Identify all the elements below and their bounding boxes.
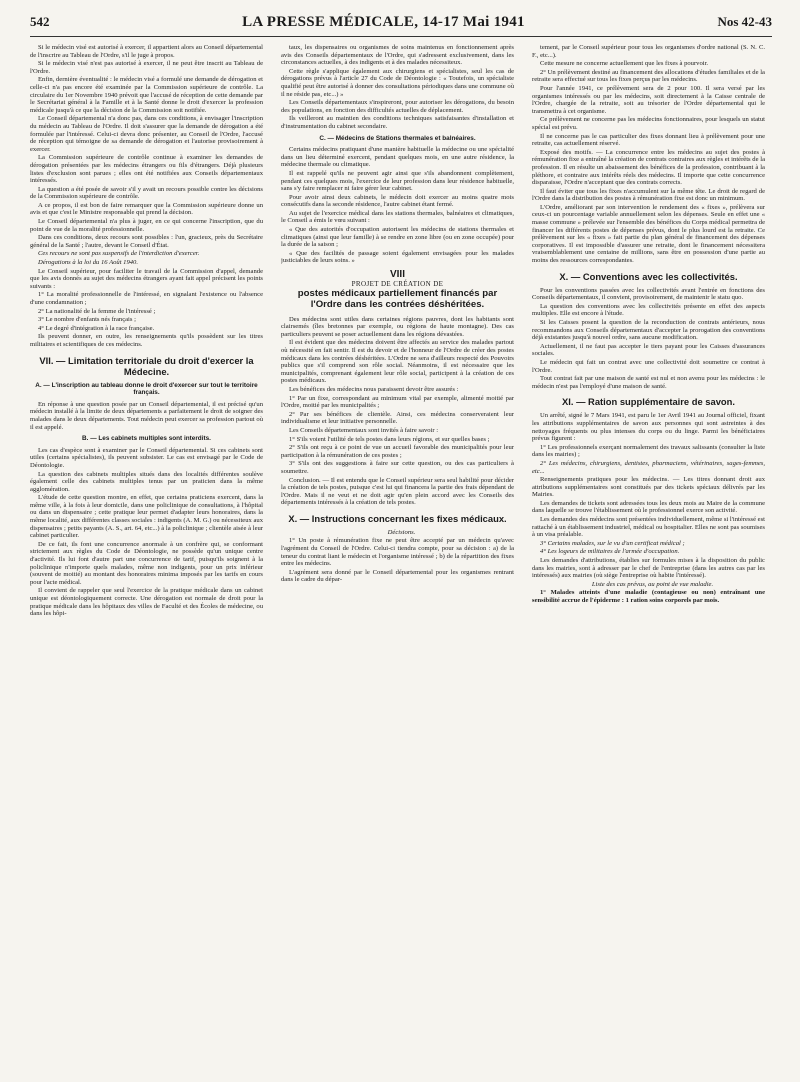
paragraph: Il ne concerne pas le cas particulier des fixes donnant lieu à prélèvement pour une retraite, cas actuellement réservé. <box>532 132 765 148</box>
paragraph: Au sujet de l'exercice médical dans les stations thermales, balnéaires et climatiques, le Conseil a émis le vœu suivant : <box>281 209 514 225</box>
list-item: 1° S'ils voient l'utilité de tels postes dans leurs régions, et sur quelles bases ; <box>289 435 490 443</box>
paragraph: 1° Un poste à rémunération fixe ne peut être accepté par un médecin qu'avec l'agrément du Conseil de l'Ordre. Celui-ci tiendra compte, pour sa décision : a) de la teneur du contrat liant le médecin et l'organisme intéressé ; b) de la répartition des fixes entre les médecins. <box>281 537 514 568</box>
paragraph: Les bénéfices des médecins nous paraissent devoir être assurés : <box>289 385 459 393</box>
section-heading-x: X. — Instructions concernant les fixes médicaux. <box>288 512 507 524</box>
paragraph: « Que des autorités d'occupation autorisent les médecins de stations thermales et climatiques (ainsi que leur famille) à se rendre en zone libre (ou en zone occupée) pour la durée de la saison ; <box>281 226 514 249</box>
list-heading: Liste des cas prévus, au point de vue maladie. <box>591 580 714 588</box>
paragraph: Cette mesure ne concerne actuellement que les fixes à pourvoir. <box>540 60 709 68</box>
paragraph: Exposé des motifs. — La concurrence entre les médecins au sujet des postes à rémunération fixe a entraîné la création de contrats contraires aux règles et intérêts de la profession. Il en résulte un abaissement des bénéfices de la profession, contribuant à la pléthore, et contraire aux intérêts réels des médecins. Il importe que cette concurrence disparaisse, l'Ordre n'acceptant que des contrats corrects. <box>532 148 765 187</box>
section-heading-viii: postes médicaux partiellement financés par l'Ordre dans les contrées déshéritées. <box>297 288 498 311</box>
paragraph: La Commission supérieure de contrôle continue à examiner les demandes de dérogation présentées par les médecins étrangers ou fils d'étrangers. Déjà plusieurs listes d'exclusion sont parues ; elles ont été notifiées aux Conseils départementaux intéressés. <box>30 154 263 185</box>
paragraph: Enfin, dernière éventualité : le médecin visé a formulé une demande de dérogation et celle-ci n'a pas encore été examinée par la Commission supérieure de contrôle. La circulaire du 1er Novembre 1940 prévoit que l'accusé de réception de cette demande par le Secrétariat général à la Famille et à la Santé donne le droit d'exercer la profession médicale jusqu'à ce que la décision de la Commission soit notifiée. <box>30 76 263 114</box>
paragraph: Cette règle s'applique également aux chirurgiens et spécialistes, seul les cas de dérogations prévus à l'article 27 du Code de Déontologie : « Toutefois, un spécialiste qualifié peut être autorisé à donner des consultations périodiques dans une commune où il ne réside pas, etc...) » <box>281 67 514 98</box>
journal-title: LA PRESSE MÉDICALE, 14-17 Mai 1941 <box>242 14 525 30</box>
list-item: 2° Par ses bénéfices de clientèle. Ainsi, ces médecins conserveraient leur individualisme et leur initiative personnelle. <box>281 410 514 426</box>
list-item: 3° Certains malades, sur le vu d'un certificat médical ; <box>540 539 685 547</box>
subsection-heading-a: A. — L'inscription au tableau donne le droit d'exercer sur tout le territoire français. <box>35 381 258 397</box>
paragraph: L'Ordre, améliorant par son intervention le rendement des « fixes », prélèvera sur ceux-ci un pourcentage variable annuellement selon les dépenses. Seule en effet une « masse commune » prélevée sur l'ensemble des bénéfices du Corps médical permettra de financer les différents postes de dépenses prévus, dont le plus lourd est la retraite. Ce prélèvement sur les « fixes » fait partie du plan général de financement des dépenses corporatives. Il est impossible d'assurer une retraite, dont le financement nécessitera vraisemblablement une centaine de millions, sans être en possession d'une partie au moins des ressources correspondantes. <box>532 203 765 265</box>
paragraph: Si les Caisses posent la question de la reconduction de contrats antérieurs, nous recommandons aux Conseils départementaux d'accepter la prorogation des conventions déjà existantes jusqu'à nouvel ordre, sans aucune modification. <box>532 319 765 342</box>
section-heading-vii: VII. — Limitation territoriale du droit d'exercer la Médecine. <box>39 354 254 377</box>
paragraph: La question a été posée de savoir s'il y avait un recours possible contre les décisions de la Commission supérieure de contrôle. <box>30 185 263 201</box>
list-item: 3° S'ils ont des suggestions à faire sur cette question, ou des cas particuliers à soumettre. <box>281 460 514 475</box>
paragraph: Si le médecin visé n'est pas autorisé à exercer, il ne peut être inscrit au Tableau de l'Ordre. <box>30 60 263 75</box>
paragraph: Dans ces conditions, deux recours sont possibles : l'un, gracieux, près du Secrétaire général de la Santé ; l'autre, devant le Conseil d'État. <box>30 234 263 249</box>
paragraph: La question des cabinets multiples situés dans des localités différentes soulève également celle des cabinets multiples tenus par un praticien dans la même agglomération. <box>30 470 263 493</box>
paragraph: Il convient de rappeler que seul l'exercice de la pratique médicale dans un cabinet unique est déontologiquement correcte. Une dérogation est normale de droit pour la pratique médicale dans les hôpitaux des villes de Faculté et des Écoles de médecine, ou dans les hôpi- <box>30 587 263 618</box>
section-heading-xi: XI. — Ration supplémentaire de savon. <box>562 396 735 408</box>
paragraph: Le Conseil supérieur, pour faciliter le travail de la Commission d'appel, demande que les avis donnés au sujet des médecins étrangers ayant fait appel précisent les points suivants : <box>30 267 263 290</box>
paragraph: Conclusion. — Il est entendu que le Conseil supérieur sera seul habilité pour décider la création de tels postes, puisque c'est lui qui financera la partie des frais dépendant de l'Ordre. Mais il ne veut et ne doit agir qu'en plein accord avec les Conseils des départements intéressés à la création de tels postes. <box>281 476 514 507</box>
paragraph: tement, par le Conseil supérieur pour tous les organismes d'ordre national (S. N. C. F., etc...). <box>532 44 765 59</box>
paragraph: Certains médecins pratiquant d'une manière habituelle la médecine ou une spécialité dans un lieu déterminé exercent, pendant quelques mois, en une autre résidence, la médecine thermale ou climatique. <box>281 146 514 169</box>
paragraph: Pour avoir ainsi deux cabinets, le médecin doit exercer au moins quatre mois consécutifs dans la seconde résidence, l'autre cabinet étant fermé. <box>281 193 514 209</box>
list-item: 1° La moralité professionnelle de l'intéressé, en signalant l'existence ou l'absence d'une condamnation ; <box>30 291 263 306</box>
column-middle <box>281 44 514 1074</box>
paragraph: Le médecin qui fait un contrat avec une collectivité doit soumettre ce contrat à l'Ordre. <box>532 358 765 374</box>
paragraph: Tout contrat fait par une maison de santé est nul et non avenu pour les médecins : le médecin n'est pas l'employé d'une maison de santé. <box>532 375 765 390</box>
list-item: 1° Les professionnels exerçant normalement des travaux salissants (consulter la liste dans les mairies) ; <box>532 443 765 459</box>
paragraph: En réponse à une question posée par un Conseil départemental, il est précisé qu'un médecin installé à la limite de deux départements a parfaitement le droit de soigner des malades dans le deux départements. Tout médecin peut exercer sa profession partout où il est appelé. <box>30 400 263 431</box>
paragraph: Les demandes des médecins sont présentées individuellement, même si l'intéressé est rattaché à un établissement industriel, médical ou hospitalier. Elles ne sont pas soumises à un visa préalable. <box>532 516 765 539</box>
section-heading-conventions: X. — Conventions avec les collectivités. <box>559 270 738 282</box>
paragraph: Il est rappelé qu'ils ne peuvent agir ainsi que s'ils abandonnent complètement, pendant ces quelques mois, l'exercice de leur profession dans leur résidence habituelle, sans s'y faire remplacer ni faire gérer leur cabinet. <box>281 169 514 193</box>
paragraph: Ils peuvent donner, en outre, les renseignements qu'ils possèdent sur les titres militaires et scientifiques de ces médecins. <box>30 333 263 348</box>
paragraph: Un arrêté, signé le 7 Mars 1941, est paru le 1er Avril 1941 au Journal officiel, fixant les attributions supplémentaires de savon aux personnes qui sont astreintes à des nettoyages fréquents ou plus intenses du corps ou du linge. Parmi les bénéficiaires prévus figurent : <box>532 412 765 443</box>
list-item: 4° Le degré d'intégration à la race française. <box>38 324 155 332</box>
paragraph: Pour l'année 1941, ce prélèvement sera de 2 pour 100. Il sera versé par les organismes intéressés ou par les médecins, soit directement à la Caisse centrale de l'Ordre, chargée de la retraite, soit au trésorier de l'Ordre départemental qui le transmettra à cet organisme. <box>532 84 765 115</box>
list-item: 3° Le nombre d'enfants nés français ; <box>38 316 136 324</box>
paragraph: Les Conseils départementaux s'inspireront, pour autoriser les dérogations, du besoin des populations, en fonction des difficultés actuelles de déplacement. <box>281 99 514 114</box>
paragraph: Le Conseil départemental n'a plus à juger, en ce qui concerne l'inscription, que du point de vue de la moralité professionnelle. <box>30 218 263 233</box>
paragraph: Les cas d'espèce sont à examiner par le Conseil départemental. Si ces cabinets sont utiles (certains spécialistes), ils peuvent subsister. Le cas est envisagé par le Code de Déontologie. <box>30 446 263 469</box>
paragraph: Renseignements pratiques pour les médecins. — Les titres donnant droit aux attributions supplémentaires sont constitués par des tickets spéciaux délivrés par les Mairies. <box>532 476 765 499</box>
section-subheading: Décisions. <box>387 528 416 536</box>
paragraph: Il faut éviter que tous les fixes n'accumulent sur la même tête. Le droit de regard de l'Ordre dans la distribution des postes à rémunération fixe est donc un minimum. <box>532 187 765 203</box>
paragraph: 2° Un prélèvement destiné au financement des allocations d'études familiales et de la retraite sera effectué sur tous les fixes perçus par les médecins. <box>532 68 765 84</box>
paragraph: L'étude de cette question montre, en effet, que certains praticiens exercent, dans la même ville, à la fois à leur domicile, dans une policlinique de consultations, à l'hôpital ou dans un dispensaire ; cette pratique leur permet d'adapter leurs honoraires, dans la même localité, aux différentes classes sociales : indigents (A. M. G.) ou nécessiteux aux dispensaires ; petits payants (A. S., art. 64, etc...) à la policlinique ; clientèle aisée à leur cabinet particulier. <box>30 494 263 540</box>
issue-numbers: Nos 42-43 <box>717 14 772 29</box>
paragraph: Ce prélèvement ne concerne pas les médecins fonctionnaires, pour lesquels un statut spécial est prévu. <box>532 116 765 131</box>
paragraph: Les demandes d'attributions, établies sur formules mises à la disposition du public dans les mairies, sont à adresser par le chef de l'entreprise (dans les autres cas par les intéressés) aux mairies (où siège l'entreprise où habite l'intéressé). <box>532 557 765 580</box>
paragraph: Des médecins sont utiles dans certaines régions pauvres, dont les habitants sont clairsemés (îles bretonnes par exemple, ou régions de haute montagne). Des cas particuliers peuvent se poser actuellement dans les régions dévastées. <box>281 315 514 338</box>
section-number-viii: VIII <box>389 269 405 281</box>
paragraph: Dérogations à la loi du 16 Août 1940. <box>38 259 139 267</box>
list-item: 1° Par un fixe, correspondant au minimum vital par exemple, alimenté moitié par l'Ordre, moitié par les municipalités ; <box>281 394 514 410</box>
paragraph: Le Conseil départemental n'a donc pas, dans ces conditions, à envisager l'inscription du médecin au Tableau de l'Ordre. Il doit s'assurer que la demande de dérogation a été formulée par l'intéressé. Celui-ci devra donc présenter, au Conseil de l'Ordre, l'accusé de réception qui témoigne de sa demande de dérogation et l'autorise provisoirement à exercer. <box>30 115 263 153</box>
paragraph: Ils veilleront au maintien des conditions techniques satisfaisantes d'installation et d'instrumentation du cabinet secondaire. <box>281 115 514 130</box>
subsection-heading-c: C. — Médecins de Stations thermales et balnéaires. <box>319 134 476 142</box>
list-item: 2° La nationalité de la femme de l'intéressé ; <box>38 307 156 315</box>
paragraph: Si le médecin visé est autorisé à exercer, il appartient alors au Conseil départemental de l'inscrire au Tableau de l'Ordre, s'il le juge à propos. <box>30 44 263 59</box>
paragraph: Actuellement, il ne faut pas accepter le tiers payant pour les Caisses d'assurances sociales. <box>532 342 765 358</box>
section-kicker: PROJET DE CRÉATION DE <box>351 279 444 288</box>
list-item: 2° Les médecins, chirurgiens, dentistes, pharmaciens, vétérinaires, sages-femmes, etc... <box>532 459 765 475</box>
column-left <box>30 44 263 1074</box>
page-header <box>30 14 772 37</box>
list-item: 4° Les logeurs de militaires de l'armée d'occupation. <box>540 548 680 556</box>
paragraph: L'agrément sera donné par le Conseil départemental pour les organismes rentrant dans le cadre du dépar- <box>281 568 514 584</box>
paragraph: « Que des facilités de passage soient également envisagées pour les malades justiciables de leurs soins. » <box>281 249 514 265</box>
paragraph: taux, les dispensaires ou organismes de soins maintenus en fonctionnement après avis des Conseils départementaux de l'Ordre, qui s'adressent exclusivement, dans les circonstances actuelles, à des indigents et à des malades nécessiteux. <box>281 44 514 67</box>
column-right <box>532 44 765 1074</box>
subsection-heading-b: B. — Les cabinets multiples sont interdits. <box>82 435 211 443</box>
paragraph: Il est évident que des médecins doivent être affectés au service des malades partout où nécessité en fait sentir. Il est du devoir et de l'honneur de l'Ordre de créer des postes médicaux dans les contrées déshéritées. L'Ordre ne sera d'ailleurs respecté des Pouvoirs publics que s'il comprend son rôle social. Néanmoins, il est nécessaire que les municipalités, comprenant également leur rôle social, participent à la création de ces postes médicaux. <box>281 339 514 385</box>
paragraph: La question des conventions avec les collectivités présente en effet des aspects multiples. Elle est encore à l'étude. <box>532 302 765 318</box>
list-item: 2° S'ils ont reçu à ce point de vue un accueil favorable des municipalités pour leur participation à la rémunération de ces postes ; <box>281 444 514 459</box>
paragraph: Pour les conventions passées avec les collectivités avant l'entrée en fonctions des Conseils départementaux, il convient, provisoirement, de maintenir le statu quo. <box>532 286 765 302</box>
page-number: 542 <box>30 14 50 29</box>
paragraph: Ces recours ne sont pas suspensifs de l'interdiction d'exercer. <box>38 250 200 258</box>
paragraph: A ce propos, il est bon de faire remarquer que la Commission supérieure donne un avis et que c'est le Ministre responsable qui prend la décision. <box>30 201 263 217</box>
list-item: 1° Malades atteints d'une maladie (contagieuse ou non) entraînant une sensibilité accrue de l'épiderme : 1 ration soins corporels par mois. <box>532 589 765 604</box>
paragraph: Les Conseils départementaux sont invités à faire savoir : <box>289 426 439 434</box>
paragraph: De ce fait, ils font une concurrence anormale à un confrère qui, se conformant strictement aux règles du Code de Déontologie, ne possède qu'un unique centre d'activité. Ils lui font d'autre part une concurrence de tarif, puisqu'ils soignent à la policlinique n'importe quels malades, même non indigents, pour un prix inférieur (souvent de moitié) au montant des honoraires minima imposés par les tarifs en cours pour l'acte médical. <box>30 540 263 586</box>
paragraph: Les demandes de tickets sont adressées tous les deux mois au Maire de la commune dans laquelle se trouve l'établissement où le professionnel exerce son activité. <box>532 499 765 515</box>
